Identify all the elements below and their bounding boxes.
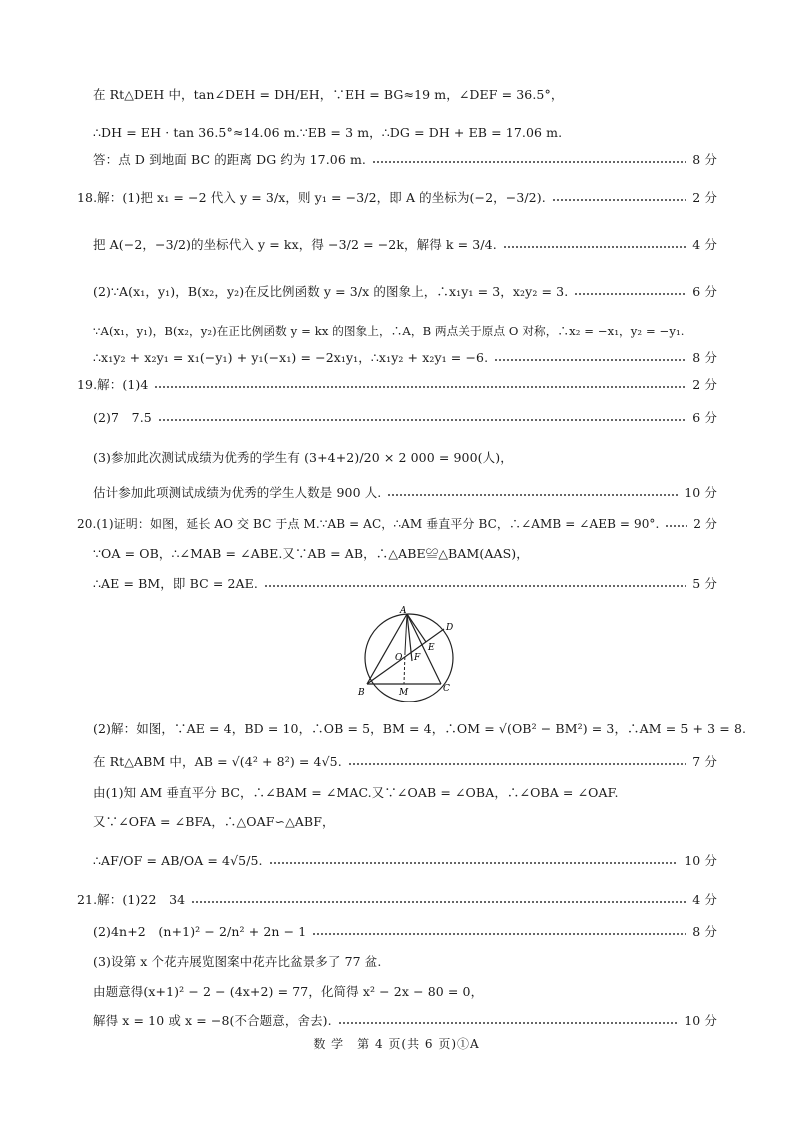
answer-line xyxy=(77,884,717,914)
answer-line xyxy=(93,845,717,875)
line-text: (2)∵A(x₁，y₁)，B(x₂，y₂)在反比例函数 y = 3/x 的图象上，∴x₁y₁ = 3，x₂y₂ = 3. xyxy=(93,284,569,299)
answer-line xyxy=(93,477,717,507)
answer-line xyxy=(93,568,717,598)
answer-line xyxy=(93,402,717,432)
leader-dots xyxy=(574,293,686,295)
score-label: 7 分 xyxy=(692,754,717,769)
leader-dots xyxy=(387,494,678,496)
line-text: 由(1)知 AM 垂直平分 BC，∴∠BAM = ∠MAC.又∵∠OAB = ∠OBA，∴∠OBA = ∠OAF. xyxy=(93,785,619,800)
line-text: 把 A(−2，−3/2)的坐标代入 y = kx，得 −3/2 = −2k，解得 k = 3/4. xyxy=(93,237,497,252)
line-text: (3)参加此次测试成绩为优秀的学生有 (3+4+2)/20 × 2 000 = 900(人)， xyxy=(93,450,513,465)
geometry-figure xyxy=(355,605,465,702)
line-text: 18.解：(1)把 x₁ = −2 代入 y = 3/x，则 y₁ = −3/2，即 A 的坐标为(−2，−3/2). xyxy=(77,190,546,205)
label-o: O xyxy=(395,653,403,663)
score-label: 8 分 xyxy=(692,152,717,167)
line-text: 20.(1)证明：如图，延长 AO 交 BC 于点 M.∵AB = AC，∴AM 垂直平分 BC，∴∠AMB = ∠AEB = 90°. xyxy=(77,516,660,531)
answer-line xyxy=(93,117,717,147)
leader-dots xyxy=(312,933,686,935)
score-label: 10 分 xyxy=(684,485,717,500)
page-footer: 数 学 第 4 页(共 6 页)①A xyxy=(313,1037,480,1051)
answer-line xyxy=(93,442,717,472)
line-text: 21.解：(1)22 34 xyxy=(77,892,186,907)
answer-line xyxy=(77,508,717,538)
line-text: (2)4n+2 (n+1)² − 2/n² + 2n − 1 xyxy=(93,924,307,939)
line-text: ∴x₁y₂ + x₂y₁ = x₁(−y₁) + y₁(−x₁) = −2x₁y₁，∴x₁y₂ + x₂y₁ = −6. xyxy=(93,350,489,365)
leader-dots xyxy=(338,1022,678,1024)
answer-line xyxy=(77,182,717,212)
answer-line xyxy=(93,342,717,372)
answer-line xyxy=(93,144,717,174)
line-text: ∵A(x₁，y₁)，B(x₂，y₂)在正比例函数 y = kx 的图象上，∴A，B 两点关于原点 O 对称，∴x₂ = −x₁，y₂ = −y₁. xyxy=(93,324,685,338)
answer-line xyxy=(77,369,717,399)
segment-ao xyxy=(405,614,407,652)
line-text: 在 Rt△DEH 中，tan∠DEH = DH/EH，∵EH = BG≈19 m，∠DEF = 36.5°， xyxy=(93,87,564,102)
leader-dots xyxy=(158,419,686,421)
score-label: 6 分 xyxy=(692,410,717,425)
leader-dots xyxy=(665,525,687,527)
leader-dots xyxy=(372,161,686,163)
score-label: 5 分 xyxy=(692,576,717,591)
score-label: 4 分 xyxy=(692,892,717,907)
line-text: 答：点 D 到地面 BC 的距离 DG 约为 17.06 m. xyxy=(93,152,367,167)
line-text: ∴DH = EH · tan 36.5°≈14.06 m.∵EB = 3 m，∴DG = DH + EB = 17.06 m. xyxy=(93,125,563,140)
line-text: 又∵∠OFA = ∠BFA，∴△OAF∽△ABF， xyxy=(93,814,335,829)
score-label: 2 分 xyxy=(692,190,717,205)
score-label: 4 分 xyxy=(692,237,717,252)
answer-line xyxy=(93,946,717,976)
answer-line xyxy=(93,229,717,259)
label-b: B xyxy=(358,688,365,698)
leader-dots xyxy=(269,862,679,864)
score-label: 8 分 xyxy=(692,924,717,939)
score-label: 2 分 xyxy=(692,377,717,392)
line-text: 解得 x = 10 或 x = −8(不合题意，舍去). xyxy=(93,1013,332,1028)
line-text: (2)解：如图，∵AE = 4，BD = 10，∴OB = 5，BM = 4，∴OM = √(OB² − BM²) = 3，∴AM = 5 + 3 = 8. xyxy=(93,721,747,736)
answer-line xyxy=(93,538,717,568)
line-text: 在 Rt△ABM 中，AB = √(4² + 8²) = 4√5. xyxy=(93,754,342,769)
answer-line xyxy=(93,746,717,776)
label-f: F xyxy=(414,653,421,663)
line-text: 由题意得(x+1)² − 2 − (4x+2) = 77，化简得 x² − 2x − 80 = 0， xyxy=(93,984,484,999)
segment-ac xyxy=(407,614,441,684)
line-text: ∴AF/OF = AB/OA = 4√5/5. xyxy=(93,852,263,868)
leader-dots xyxy=(191,901,686,903)
answer-line xyxy=(93,79,717,109)
segment-ab xyxy=(367,614,407,684)
leader-dots xyxy=(264,585,686,587)
label-a: A xyxy=(400,606,407,616)
label-d: D xyxy=(446,623,454,633)
label-m: M xyxy=(399,688,409,698)
answer-line xyxy=(93,806,717,836)
score-label: 2 分 xyxy=(693,516,717,531)
score-label: 10 分 xyxy=(684,1013,717,1028)
line-text: 19.解：(1)4 xyxy=(77,377,149,392)
line-text: ∵OA = OB，∴∠MAB = ∠ABE.又∵AB = AB，∴△ABE≌△BAM(AAS)， xyxy=(93,546,529,561)
answer-line xyxy=(93,777,717,807)
line-text: ∴AE = BM，即 BC = 2AE. xyxy=(93,576,258,591)
line-text: (3)设第 x 个花卉展览图案中花卉比盆景多了 77 盆. xyxy=(93,954,382,969)
leader-dots xyxy=(503,246,686,248)
answer-line xyxy=(93,916,717,946)
score-label: 6 分 xyxy=(692,284,717,299)
line-text: (2)7 7.5 xyxy=(93,410,152,425)
leader-dots xyxy=(154,386,686,388)
score-label: 8 分 xyxy=(692,350,717,365)
label-c: C xyxy=(443,684,450,694)
answer-line xyxy=(93,1005,717,1035)
leader-dots xyxy=(348,763,686,765)
answer-line xyxy=(93,276,717,306)
answer-line xyxy=(93,713,747,743)
answer-line xyxy=(93,976,717,1006)
score-label: 10 分 xyxy=(684,853,717,868)
leader-dots xyxy=(552,199,686,201)
label-e: E xyxy=(428,643,435,653)
line-text: 估计参加此项测试成绩为优秀的学生人数是 900 人. xyxy=(93,485,382,500)
leader-dots xyxy=(494,359,686,361)
